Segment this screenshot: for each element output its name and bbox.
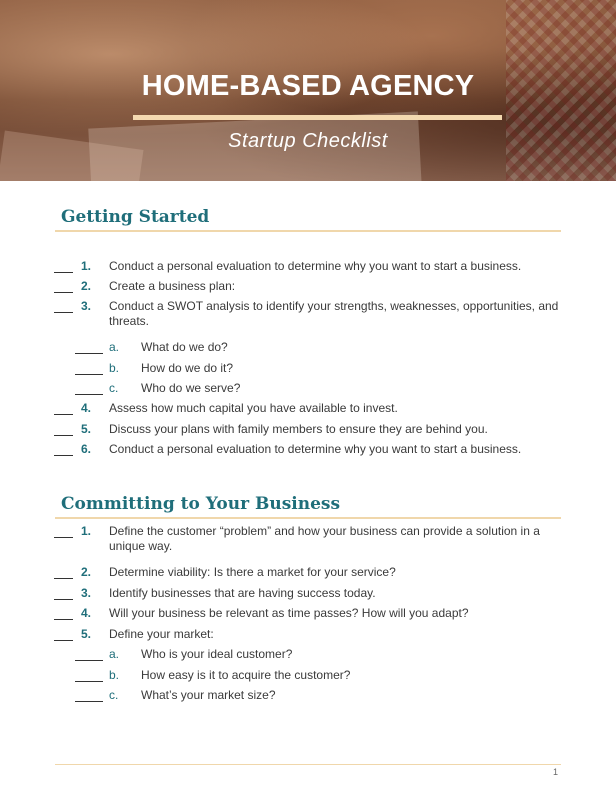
item-text: Create a business plan: <box>109 279 236 293</box>
subitem-letter: a. <box>109 340 120 354</box>
subitem-text: What do we do? <box>141 340 228 354</box>
item-text: Define your market: <box>109 627 214 641</box>
checkbox-blank[interactable] <box>54 414 73 415</box>
checkbox-blank[interactable] <box>75 374 103 375</box>
item-text: Conduct a personal evaluation to determine why you want to start a business. <box>109 442 522 456</box>
checkbox-blank[interactable] <box>54 455 73 456</box>
checkbox-blank[interactable] <box>75 394 103 395</box>
subitem-text: What’s your market size? <box>141 688 276 702</box>
checkbox-blank[interactable] <box>54 292 73 293</box>
checkbox-blank[interactable] <box>75 701 103 702</box>
item-text: Define the customer “problem” and how your business can provide a solution in a unique way. <box>109 524 540 553</box>
checkbox-blank[interactable] <box>54 272 73 273</box>
item-text: Determine viability: Is there a market for your service? <box>109 565 396 579</box>
section-heading-getting-started: Getting Started <box>61 207 210 227</box>
subitem-text: Who is your ideal customer? <box>141 647 293 661</box>
checkbox-blank[interactable] <box>54 599 73 600</box>
checkbox-blank[interactable] <box>75 353 103 354</box>
item-number: 3. <box>81 586 92 600</box>
item-number: 2. <box>81 565 92 579</box>
subitem-letter: a. <box>109 647 120 661</box>
checkbox-blank[interactable] <box>54 435 73 436</box>
item-number: 1. <box>81 259 92 273</box>
subitem-text: Who do we serve? <box>141 381 241 395</box>
item-text: Conduct a SWOT analysis to identify your strengths, weaknesses, opportunities, and threats. <box>109 299 559 328</box>
item-text: Discuss your plans with family members to ensure they are behind you. <box>109 422 488 436</box>
section-divider <box>55 517 561 519</box>
item-number: 1. <box>81 524 92 538</box>
item-number: 6. <box>81 442 92 456</box>
subitem-letter: b. <box>109 668 120 682</box>
item-text: Identify businesses that are having success today. <box>109 586 376 600</box>
item-number: 2. <box>81 279 92 293</box>
document-title: HOME-BASED AGENCY <box>141 70 475 102</box>
item-number: 3. <box>81 299 92 313</box>
section-heading-committing: Committing to Your Business <box>61 494 341 514</box>
checkbox-blank[interactable] <box>54 619 73 620</box>
checkbox-blank[interactable] <box>54 640 73 641</box>
checkbox-blank[interactable] <box>54 578 73 579</box>
footer-divider <box>55 764 561 765</box>
checkbox-blank[interactable] <box>75 681 103 682</box>
title-divider <box>133 115 502 120</box>
item-text: Assess how much capital you have available to invest. <box>109 401 398 415</box>
subitem-letter: b. <box>109 361 120 375</box>
item-text: Conduct a personal evaluation to determine why you want to start a business. <box>109 259 522 273</box>
checkbox-blank[interactable] <box>75 660 103 661</box>
subitem-text: How easy is it to acquire the customer? <box>141 668 351 682</box>
item-number: 4. <box>81 401 92 415</box>
checkbox-blank[interactable] <box>54 537 73 538</box>
subitem-letter: c. <box>109 688 119 702</box>
section-divider <box>55 230 561 232</box>
item-number: 5. <box>81 422 92 436</box>
item-number: 5. <box>81 627 92 641</box>
item-text: Will your business be relevant as time passes? How will you adapt? <box>109 606 469 620</box>
document-subtitle: Startup Checklist <box>228 130 388 152</box>
subitem-letter: c. <box>109 381 119 395</box>
subitem-text: How do we do it? <box>141 361 234 375</box>
page-number: 1 <box>553 767 559 777</box>
checkbox-blank[interactable] <box>54 312 73 313</box>
header-banner <box>0 0 616 181</box>
item-number: 4. <box>81 606 92 620</box>
